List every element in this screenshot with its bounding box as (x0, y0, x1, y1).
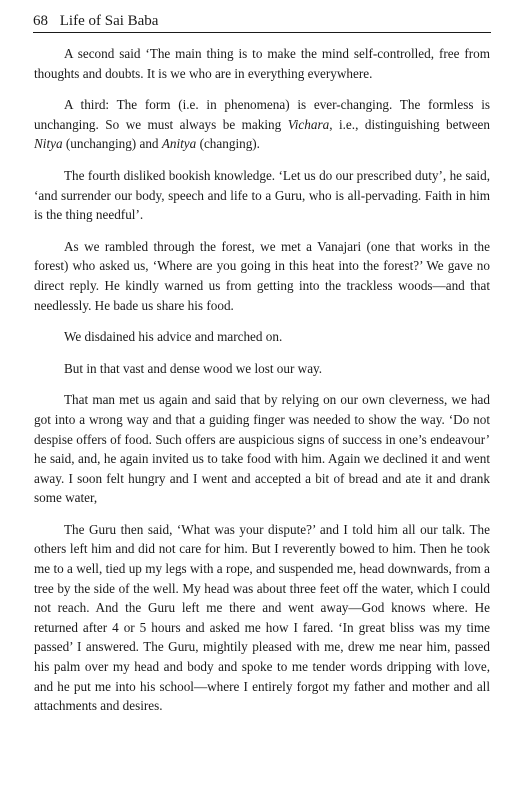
paragraph-text: A second said ‘The main thing is to make the mind self-controlled, free from thoughts and doubts. It is we who are in everything everywhere. (34, 46, 490, 81)
paragraph (34, 359, 490, 379)
paragraph (34, 237, 490, 315)
paragraph (34, 95, 490, 154)
paragraph-text: That man met us again and said that by relying on our own cleverness, we had got into a wrong way and that a guiding finger was needed to show the way. ‘Do not despise offers of food. Such offers are auspicious signs of success in one’s endeavour’ he said, and, he again invited us to take food with him. Again we declined it and went away. I soon felt hungry and I went and accepted a bit of bread and ate it and drank some water, (34, 392, 490, 506)
paragraph (34, 327, 490, 347)
running-title: Life of Sai Baba (59, 13, 159, 29)
paragraph-text: The Guru then said, ‘What was your dispute?’ and I told him all our talk. The others left him and did not care for him. But I reverently bowed to him. Then he took me to a well, tied up my legs with a rope, and suspended me, head downwards, from a tree by the side of the well. My head was about three feet off the water, which I could not reach. And the Guru left me there and went away—God knows where. He returned after 4 or 5 hours and asked me how I fared. ‘In great bliss was my time passed’ I answered. The Guru, mightily pleased with me, drew me near him, passed his palm over my head and body and spoke to me tender words dripping with love, and he put me into his school—where I entirely forgot my father and mother and all attachments and desires. (34, 521, 490, 714)
paragraph (34, 44, 490, 83)
paragraph (34, 166, 490, 225)
body-text (34, 44, 490, 716)
paragraph-text: (unchanging) and (62, 136, 162, 152)
paragraph-text: , i.e., distinguishing between (329, 116, 490, 132)
header-rule (33, 32, 491, 33)
running-head (33, 12, 491, 30)
paragraph-text: We disdained his advice and marched on. (64, 329, 283, 345)
page-number: 68 (33, 13, 48, 29)
paragraph-text: (changing). (196, 136, 260, 152)
paragraph (34, 390, 490, 508)
paragraph-text: The fourth disliked bookish knowledge. ‘Let us do our prescribed duty’, he said, ‘and surrender our body, speech and life to a Guru, who is all-pervading. Faith in him is the thing needful’. (34, 167, 490, 223)
paragraph-text: As we rambled through the forest, we met a Vanajari (one that works in the forest) who asked us, ‘Where are you going in this heat into the forest?’ We gave no direct reply. He kindly warned us from getting into the trackless woods—and that needlessly. He bade us share his food. (34, 238, 490, 313)
paragraph-text: But in that vast and dense wood we lost our way. (64, 360, 323, 376)
italic-term: Nitya (34, 136, 63, 152)
italic-term: Anitya (161, 136, 197, 152)
italic-term: Vichara (287, 116, 330, 132)
paragraph (34, 520, 490, 716)
paragraph-text: A third: The form (i.e. in phenomena) is ever-changing. The formless is unchanging. So we must always be making (34, 97, 490, 132)
